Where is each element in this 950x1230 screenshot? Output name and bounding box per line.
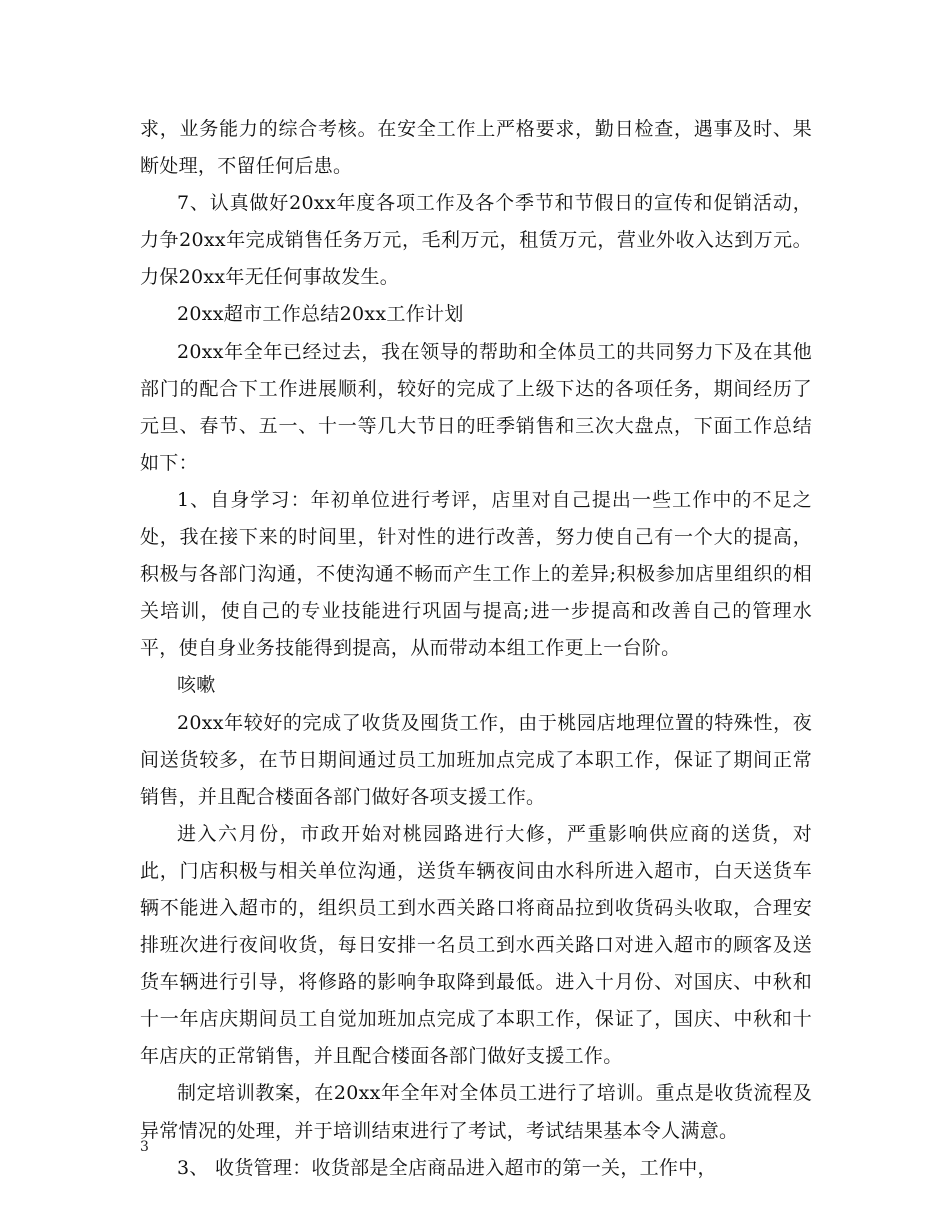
- paragraph: 20xx年全年已经过去，我在领导的帮助和全体员工的共同努力下及在其他部门的配合下工作进展顺利，较好的完成了上级下达的各项任务，期间经历了元旦、春节、五一、十一等几大节日的旺季销售和三次大盘点，下面工作总结如下：: [140, 340, 812, 474]
- paragraph: 3、 收货管理：收货部是全店商品进入超市的第一关，工作中，: [177, 1156, 717, 1179]
- paragraph: 进入六月份，市政开始对桃园路进行大修，严重影响供应商的送货，对此，门店积极与相关单位沟通，送货车辆夜间由水科所进入超市，白天送货车辆不能进入超市的，组织员工到水西关路口将商品拉到收货码头收取，合理安排班次进行夜间收货，每日安排一名员工到水西关路口对进入超市的顾客及送货车辆进行引导，将修路的影响争取降到最低。进入十月份、对国庆、中秋和十一年店庆期间员工自觉加班加点完成了本职工作，保证了，国庆、中秋和十年店庆的正常销售，并且配合楼面各部门做好支援工作。: [140, 822, 812, 1068]
- paragraph: 1、自身学习：年初单位进行考评，店里对自己提出一些工作中的不足之处，我在接下来的时间里，针对性的进行改善，努力使自己有一个大的提高，积极与各部门沟通，不使沟通不畅而产生工作上的差异;积极参加店里组织的相关培训，使自己的专业技能进行巩固与提高;进一步提高和改善自己的管理水平，使自身业务技能得到提高，从而带动本组工作更上一台阶。: [140, 488, 812, 660]
- paragraph: 制定培训教案，在20xx年全年对全体员工进行了培训。重点是收货流程及异常情况的处理，并于培训结束进行了考试，考试结果基本令人满意。: [140, 1082, 812, 1142]
- paragraph: 求，业务能力的综合考核。在安全工作上严格要求，勤日检查，遇事及时、果断处理，不留任何后患。: [140, 118, 812, 178]
- paragraph: 咳嗽: [177, 674, 216, 697]
- document-body: [140, 111, 812, 1187]
- page-number: 3: [140, 1139, 149, 1155]
- paragraph: 20xx年较好的完成了收货及囤货工作，由于桃园店地理位置的特殊性，夜间送货较多，在节日期间通过员工加班加点完成了本职工作，保证了期间正常销售，并且配合楼面各部门做好各项支援工作。: [140, 711, 812, 808]
- paragraph: 7、认真做好20xx年度各项工作及各个季节和节假日的宣传和促销活动，力争20xx年完成销售任务万元，毛利万元，租赁万元，营业外收入达到万元。力保20xx年无任何事故发生。: [140, 192, 812, 289]
- section-heading: 20xx超市工作总结20xx工作计划: [177, 303, 464, 326]
